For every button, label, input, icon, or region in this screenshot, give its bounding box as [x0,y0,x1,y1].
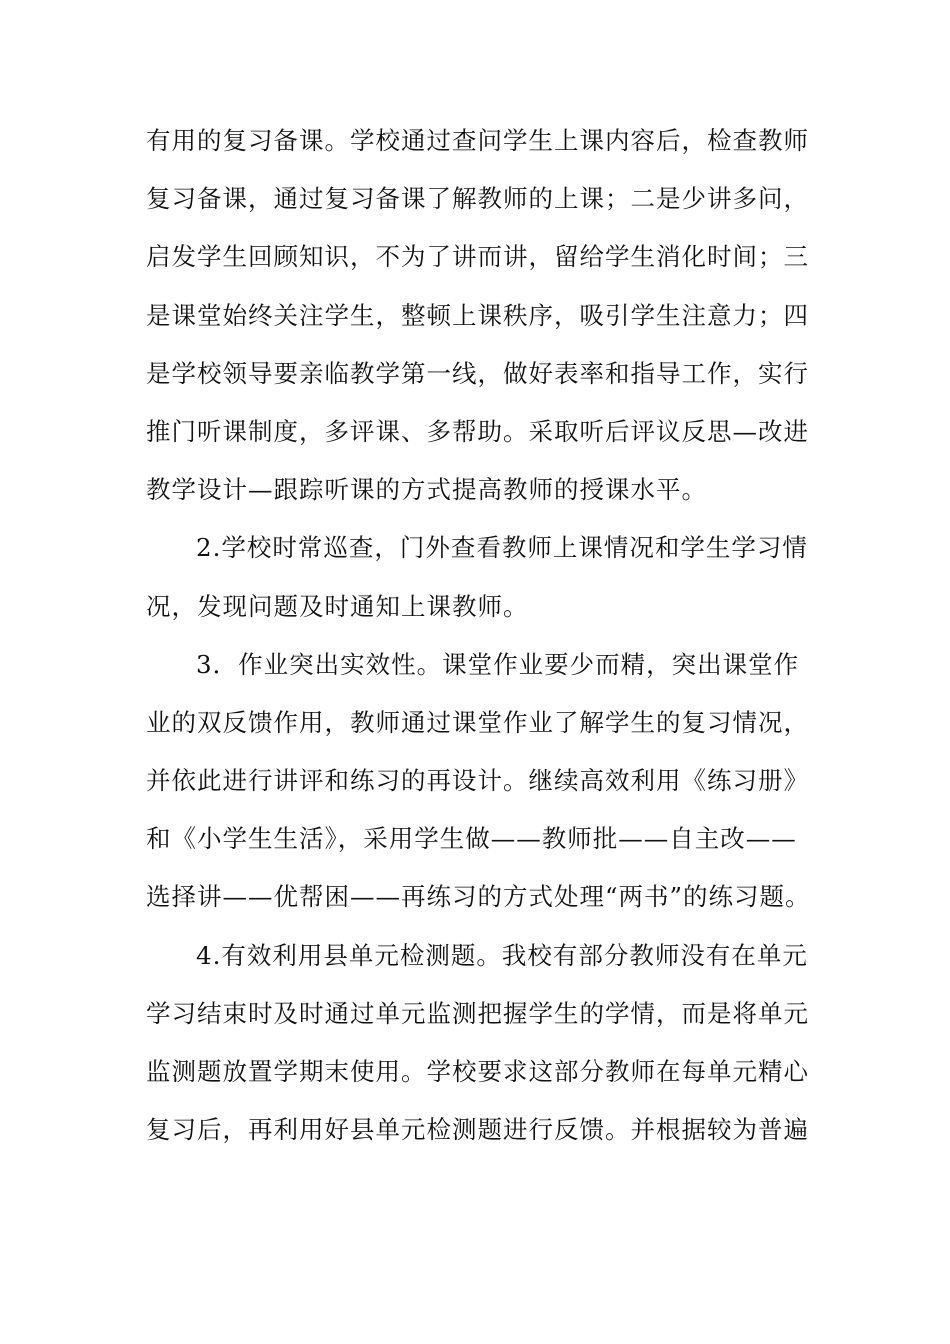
text-line: 学习结束时及时通过单元监测把握学生的学情，而是将单元 [146,998,809,1028]
text-line: 并依此进行讲评和练习的再设计。继续高效利用《练习册》 [146,766,809,796]
text-line: 是学校领导要亲临教学第一线，做好表率和指导工作，实行 [146,358,809,388]
paragraph-start-line: 2.学校时常巡查，门外查看教师上课情况和学生学习情 [196,533,808,563]
text-line: 启发学生回顾知识，不为了讲而讲，留给学生消化时间；三 [146,242,809,272]
text-line: 是课堂始终关注学生，整顿上课秩序，吸引学生注意力；四 [146,300,809,330]
text-line: 教学设计—跟踪听课的方式提高教师的授课水平。 [146,475,707,505]
text-line: 选择讲——优帮困——再练习的方式处理“两书”的练习题。 [146,882,811,912]
text-line: 业的双反馈作用，教师通过课堂作业了解学生的复习情况， [146,707,809,737]
text-line: 推门听课制度，多评课、多帮助。采取听后评议反思—改进 [146,416,809,446]
paragraph-start-line: 4.有效利用县单元检测题。我校有部分教师没有在单元 [196,940,808,970]
text-line: 况，发现问题及时通知上课教师。 [146,591,529,621]
text-line: 监测题放置学期末使用。学校要求这部分教师在每单元精心 [146,1057,809,1086]
text-line: 有用的复习备课。学校通过查问学生上课内容后，检查教师 [146,126,809,155]
paragraph-start-line: 3．作业突出实效性。课堂作业要少而精，突出课堂作 [196,649,800,679]
text-line: 和《小学生生活》，采用学生做——教师批——自主改—— [146,824,797,854]
text-line: 复习备课，通过复习备课了解教师的上课；二是少讲多问， [146,184,809,214]
document-body [146,112,816,1159]
text-line: 复习后，再利用好县单元检测题进行反馈。并根据较为普遍 [146,1115,809,1145]
